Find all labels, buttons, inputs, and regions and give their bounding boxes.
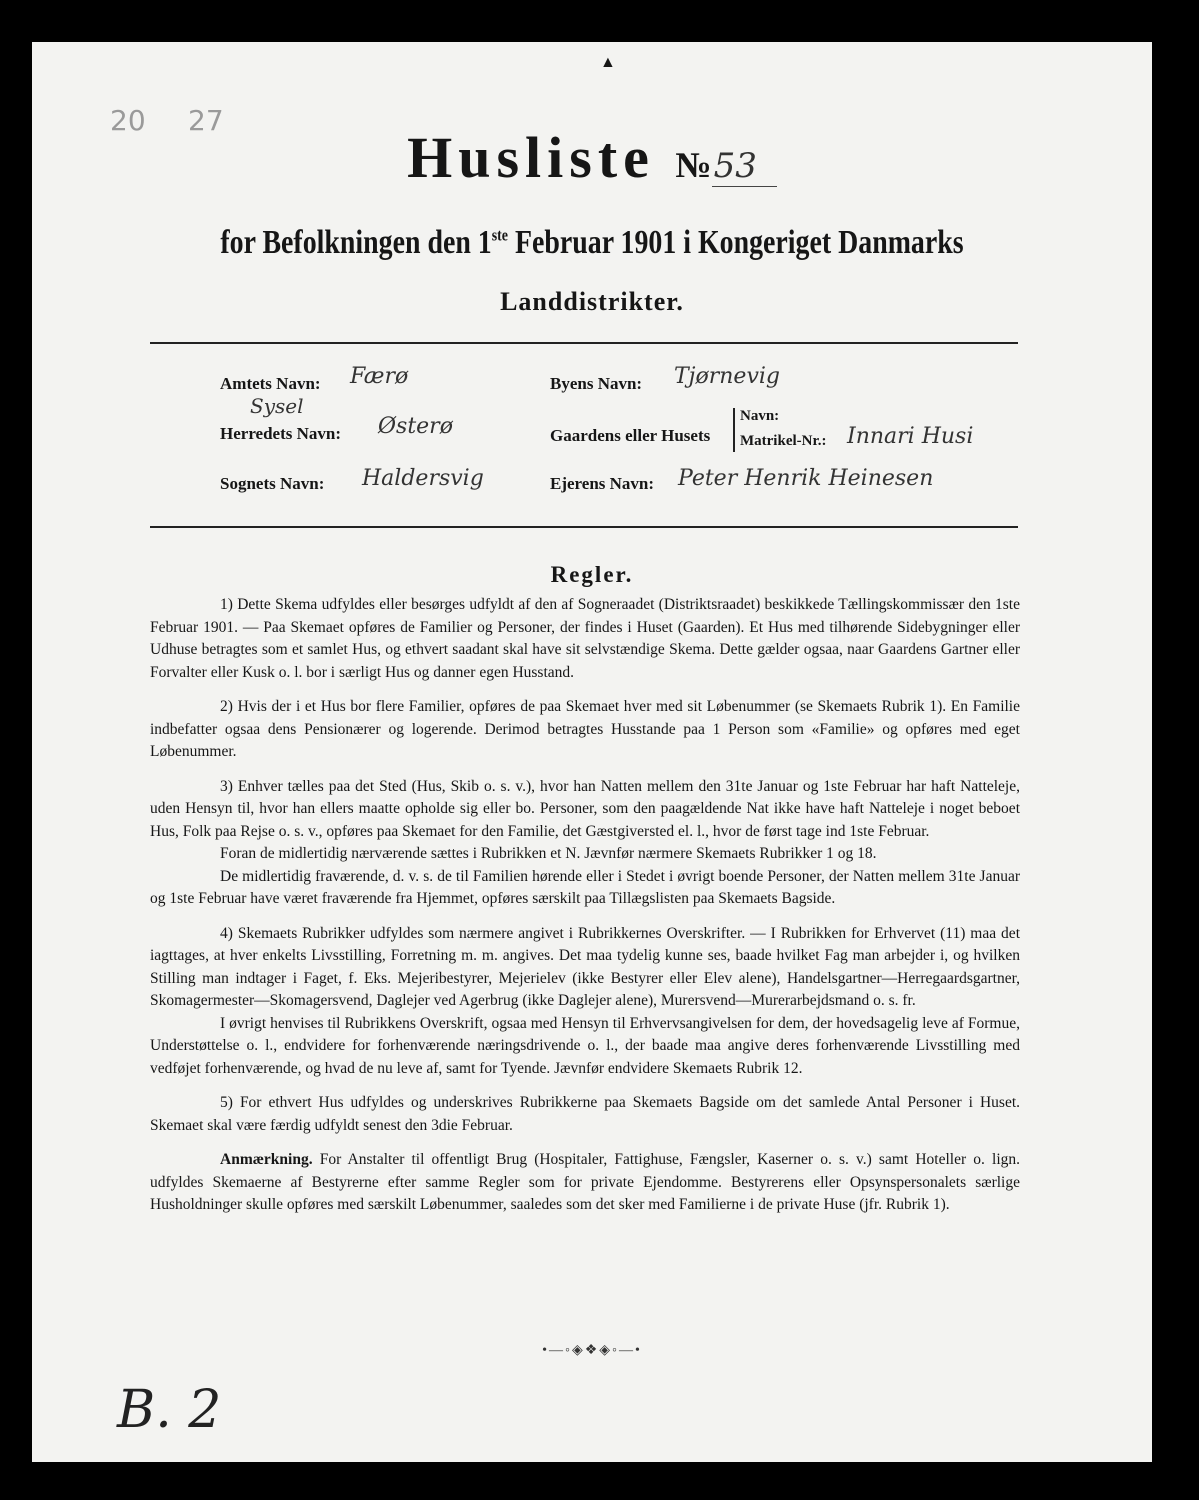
by-value: Tjørnevig — [674, 364, 780, 389]
form-title — [32, 124, 1152, 191]
gaard-label: Gaardens eller Husets — [550, 426, 711, 445]
rule-3: 3) Enhver tælles paa det Sted (Hus, Skib o. s. v.), hvor han Natten mellem den 31te Januar og 1ste Februar har haft Natteleje, uden Hensyn til, hvor han ellers maatte opholde sig eller bo. Personer, som den paagældende Nat ikke have haft Natteleje i noget beboet Hus, Folk paa Rejse o. s. v., opføres paa Skemaet for den Familie, det Gæstgiversted el. l., hvor de først tage ind 1ste Februar. — [150, 777, 1020, 840]
form-subtitle — [133, 224, 1051, 262]
handwritten-mark: B. 2 — [117, 1380, 222, 1440]
ejer-label: Ejerens Navn: — [550, 474, 655, 493]
rules-heading: Regler. — [550, 562, 634, 587]
sogn-label: Sognets Navn: — [220, 474, 325, 493]
rule-4b: I øvrigt henvises til Rubrikkens Overskrift, ogsaa med Hensyn til Erhvervsangivelsen for dem, der hovedsagelig leve af Formue, Understøttelse o. l., endvidere for forhenværende næringsdrivende o. l., der baade maa angive deres forhenværende Livsstilling med vedføjet forhenværende, og hvad de nu leve af, samt for Tyende. Jævnfør endvidere Skemaets Rubrik 12. — [150, 1014, 1020, 1077]
rule-2: 2) Hvis der i et Hus bor flere Familier, opføres de paa Skemaet hver med sit Løbenummer (se Skemaets Rubrik 1). En Familie indbefatter ogsaa dens Pensionærer og logerende. Derimod betragtes Husstande paa 1 Person som «Familie» og opføres med eget Løbenummer. — [150, 698, 1020, 760]
matrikel-label: Matrikel-Nr.: — [740, 433, 827, 449]
title-text: Husliste — [407, 125, 655, 190]
amt-label: Amtets Navn: — [220, 374, 321, 393]
district-heading: Landdistrikter. — [500, 287, 684, 316]
pencil-note-right: 27 — [188, 104, 224, 137]
rule-5: 5) For ethvert Hus udfyldes og underskrives Rubrikkerne paa Skemaets Bagside om det samlede Antal Personer i Huset. Skemaet skal være færdig udfyldt senest den 3die Februar. — [150, 1094, 1020, 1134]
ejer-value: Peter Henrik Heinesen — [678, 466, 934, 491]
form-number: 53 — [712, 146, 777, 187]
herred-label: Herredets Navn: — [220, 424, 342, 443]
subtitle-sup: ste — [491, 225, 509, 245]
note-label: Anmærkning. — [220, 1151, 313, 1168]
number-prefix: № — [675, 145, 712, 185]
rule-3c: De midlertidig fraværende, d. v. s. de til Familien hørende eller i Stedet i øvrigt boende Personer, der Natten mellem 31te Januar og 1ste Februar have været fraværende fra Hjemmet, opføres særskilt paa Tillægslisten paa Skemaets Bagside. — [150, 867, 1020, 907]
rule-4: 4) Skemaets Rubrikker udfyldes som nærmere angivet i Rubrikkernes Overskrifter. — I Rubrikken for Erhvervet (11) maa det iagttages, at hver enkelts Livsstilling, Forretning m. m. angives. Det maa tydelig kunne ses, baade hvilket Fag man arbejder i, og hvilken Stilling man indtager i Faget, f. Eks. Mejeribestyrer, Mejerielev (ikke Bestyrer eller Elev alene), Handelsgartner—Herregaardsgartner, Skomagermester—Skomagersvend, Daglejer ved Agerbrug (ikke Daglejer alene), Murersvend—Murerarbejdsmand o. s. fr. — [150, 924, 1020, 1009]
note-text: For Anstalter til offentligt Brug (Hospitaler, Fattighuse, Fængsler, Kaserner o. s. v.) samt Hoteller o. lign. udfyldes Skemaerne af Bestyrerne efter samme Regler som for private Ejendomme. Bestyrerens eller Opsynspersonalets særlige Husholdninger skulle opføres med særskilt Løbenummer, saaledes som det sker med Familierne i de private Huse (jfr. Rubrik 1). — [150, 1151, 1020, 1213]
rules-body — [150, 594, 1020, 1229]
ornament: •—◦◈❖◈◦—• — [542, 1343, 642, 1358]
divider-top — [150, 342, 1018, 344]
subtitle-after: Februar 1901 i Kongeriget Danmarks — [508, 224, 964, 261]
sogn-value: Haldersvig — [362, 466, 484, 491]
rule-1: 1) Dette Skema udfyldes eller besørges udfyldt af den af Sogneraadet (Distriktsraadet) beskikkede Tællingskommissær den 1ste Februar 1901. — Paa Skemaet opføres de Familier og Personer, der findes i Huset (Gaarden). Et Hus med tilhørende Sidebygninger eller Udhuse betragtes som et samlet Hus, og ethvert saadant skal have sit selvstændige Skema. Dette gælder ogsaa, naar Gaardens Gartner eller Forvalter eller Kusk o. l. bor i særligt Hus og danner egen Husstand. — [150, 596, 1020, 681]
census-form-page — [32, 42, 1152, 1462]
herred-value: Østerø — [378, 414, 453, 439]
subtitle-before: for Befolkningen den 1 — [220, 224, 492, 261]
herred-correction: Sysel — [250, 394, 304, 418]
by-label: Byens Navn: — [550, 374, 643, 393]
amt-value: Færø — [350, 364, 409, 389]
matrikel-value: Innari Husi — [847, 424, 974, 449]
divider-bottom — [150, 526, 1018, 528]
navn-label: Navn: — [740, 408, 780, 424]
note-paragraph — [150, 1149, 1020, 1217]
rule-3b: Foran de midlertidig nærværende sættes i Rubrikken et N. Jævnfør nærmere Skemaets Rubrikker 1 og 18. — [220, 845, 877, 862]
pencil-note-left: 20 — [110, 104, 146, 137]
top-mark: ▲ — [600, 54, 616, 71]
gaard-bracket — [733, 408, 735, 452]
